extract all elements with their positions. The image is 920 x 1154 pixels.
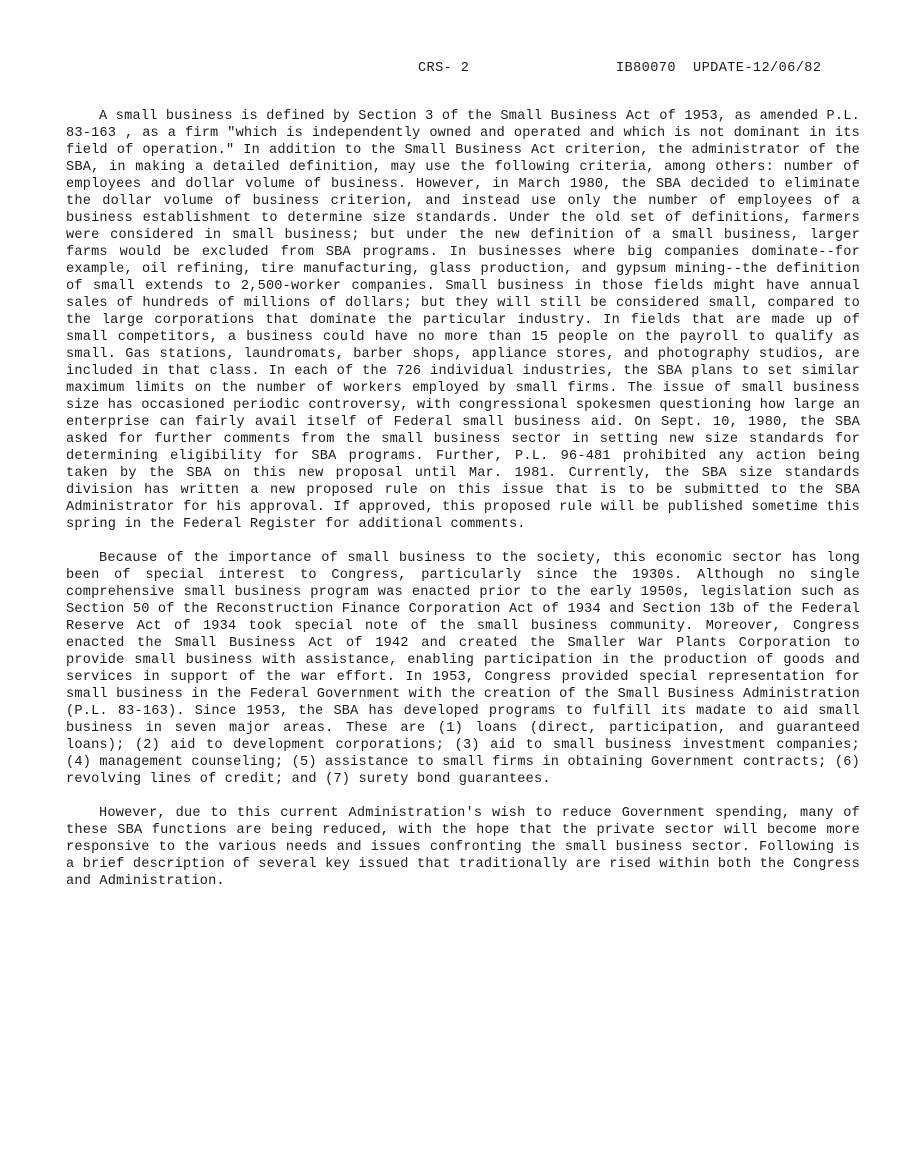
body-text	[66, 108, 860, 907]
page-header	[0, 60, 920, 78]
page-label: CRS- 2	[418, 61, 470, 76]
paragraph-size-standards: A small business is defined by Section 3 of the Small Business Act of 1953, as amended P.L. 83-163 , as a firm "which is independently owned and operated and which is not dominant in its field of operation." In addition to the Small Business Act criterion, the administrator of the SBA, in making a detailed definition, may use the following criteria, among others: number of employees and dollar volume of business. However, in March 1980, the SBA decided to eliminate the dollar volume of business criterion, and instead use only the number of employees of a business establishment to determine size standards. Under the old set of definitions, farmers were considered in small business; but under the new definition of a small business, larger farms would be excluded from SBA programs. In businesses where big companies dominate--for example, oil refining, tire manufacturing, glass production, and gypsum mining--the definition of small extends to 2,500-worker companies. Small business in those fields might have annual sales of hundreds of millions of dollars; but they will still be considered small, compared to the large corporations that dominate the particular industry. In fields that are made up of small competitors, a business could have no more than 15 people on the payroll to qualify as small. Gas stations, laundromats, barber shops, appliance stores, and photography studios, are included in that class. In each of the 726 individual industries, the SBA plans to set similar maximum limits on the number of workers employed by small firms. The issue of small business size has occasioned periodic controversy, with congressional spokesmen questioning how large an enterprise can fairly avail itself of Federal small business aid. On Sept. 10, 1980, the SBA asked for further comments from the small business sector in setting new size standards for determining eligibility for SBA programs. Further, P.L. 96-481 prohibited any action being taken by the SBA on this new proposal until Mar. 1981. Currently, the SBA size standards division has written a new proposed rule on this issue that is to be submitted to the SBA Administrator for his approval. If approved, this proposed rule will be published sometime this spring in the Federal Register for additional comments.	[66, 109, 860, 532]
document-id: IB80070 UPDATE-12/06/82	[616, 61, 822, 76]
paragraph-current-administration: However, due to this current Administration's wish to reduce Government spending, many of these SBA functions are being reduced, with the hope that the private sector will become more responsive to the various needs and issues confronting the small business sector. Following is a brief description of several key issued that traditionally are rised within both the Congress and Administration.	[66, 806, 860, 889]
paragraph-history: Because of the importance of small business to the society, this economic sector has long been of special interest to Congress, particularly since the 1930s. Although no single comprehensive small business program was enacted prior to the early 1950s, legislation such as Section 50 of the Reconstruction Finance Corporation Act of 1934 and Section 13b of the Federal Reserve Act of 1934 took special note of the small business community. Moreover, Congress enacted the Small Business Act of 1942 and created the Smaller War Plants Corporation to provide small business with assistance, enabling participation in the production of goods and services in support of the war effort. In 1953, Congress provided special representation for small business in the Federal Government with the creation of the Small Business Administration (P.L. 83-163). Since 1953, the SBA has developed programs to fulfill its madate to aid small business in seven major areas. These are (1) loans (direct, participation, and guaranteed loans); (2) aid to development corporations; (3) aid to small business investment companies; (4) management counseling; (5) assistance to small firms in obtaining Government contracts; (6) revolving lines of credit; and (7) surety bond guarantees.	[66, 551, 860, 787]
